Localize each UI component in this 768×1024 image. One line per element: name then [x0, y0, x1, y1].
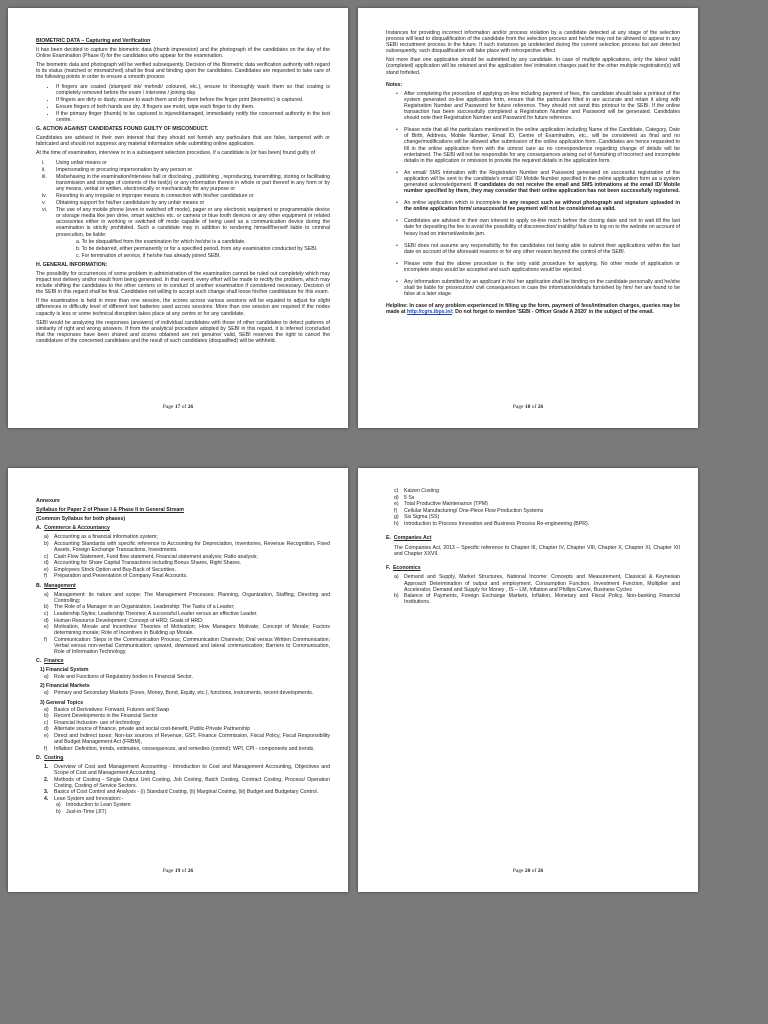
- list-marker: a): [44, 674, 49, 681]
- list-marker: i.: [42, 159, 45, 166]
- financial-markets-list: [36, 690, 330, 696]
- list-text: Basics of Derivatives: Forward, Futures and Swap: [54, 706, 170, 713]
- list-item: [44, 796, 330, 815]
- list-item: b. To be debarred, either permanently or for a specified period, from any examination conducted by SEBI.: [76, 245, 318, 252]
- list-text: The Role of a Manager in an Organization. Leadership: The Tasks of a Leader;: [54, 604, 235, 611]
- page-total: 26: [537, 404, 544, 410]
- section-label: E.: [386, 535, 391, 542]
- list-item: [44, 567, 330, 573]
- list-text: Impersonating or procuring impersonation by any person or: [56, 166, 193, 173]
- page-prefix: Page: [512, 404, 525, 410]
- list-item: [44, 618, 330, 624]
- list-item: [44, 690, 330, 696]
- section-label: B.: [36, 582, 42, 589]
- list-marker: v.: [42, 200, 46, 207]
- list-text: Overview of Cost and Management Accounting - Introduction to Cost and Management Accounting, Objectives and Scope of Cost and Management Accounting.: [54, 763, 330, 776]
- list-marker: b): [394, 593, 399, 600]
- list-text: Communication: Steps in the Communication Process; Communication Channels; Oral versus Written Communication; Verbal versus non-verbal Communication; upward, downward and lateral communication; Barriers to Communication, Role of Information Technology.: [54, 636, 330, 655]
- list-item: • Please note that all the particulars mentioned in the online application including Name of the Candidate, Category, Date of Birth, Address, Mobile Number, Email ID, Centre of Examination, etc., will be considered as final and no change/modifications will be allowed after submission of the online application form. Candidates are hence requested to fill in the online application form with the utmost care as no correspondence regarding change of details will be entertained. The SEBI will not be responsible for any consequences arising out of furnishing of incorrect and incomplete details in the application or omission to provide the required details in the application form.: [396, 127, 680, 164]
- section-heading-commerce: [36, 525, 330, 531]
- list-marker: g): [394, 514, 399, 521]
- lean-continued-list: [386, 488, 680, 527]
- list-marker: ii.: [42, 166, 46, 173]
- note-text: An email/ SMS intimation with the Registration Number and Password generated on successful registration of the application will be sent to the candidate's email ID/ Mobile Number specified in the online application form as a system generated acknowledgement.: [404, 169, 680, 188]
- list-text: Six Sigma (SS): [404, 514, 440, 521]
- list-text: Inflation: Definition, trends, estimates, consequences, and remedies (control): WPI, CPI - components and trends.: [54, 745, 315, 752]
- list-item: [394, 488, 680, 494]
- list-item: [44, 541, 330, 553]
- list-marker: c): [44, 610, 49, 617]
- list-text: Recent Developments in the Financial Sector: [54, 713, 158, 720]
- list-text: Motivation, Morale and Incentives: Theories of Motivation; How Managers Motivate; Concept of Morale; Factors determining morale; Role of Incentives in Building up Morale.: [54, 624, 330, 637]
- page-prefix: Page: [162, 868, 175, 874]
- list-marker: 1.: [44, 763, 49, 770]
- list-marker: a): [44, 706, 49, 713]
- section-heading-finance: [36, 658, 330, 664]
- page-current: 17: [174, 404, 181, 410]
- section-title: Economics: [392, 565, 421, 572]
- section-heading-biometric: BIOMETRIC DATA – Capturing and Verification: [36, 38, 151, 44]
- list-item: [396, 170, 680, 194]
- list-item: • If the primary finger (thumb) to be captured is injured/damaged, immediately notify the concerned authority in the test centre.: [56, 111, 330, 123]
- list-text: Cash Flow Statement, Fund flow statement, Financial statement analysis; Ratio analysis;: [54, 553, 258, 560]
- list-item: [394, 514, 680, 520]
- section-heading-misconduct: G. ACTION AGAINST CANDIDATES FOUND GUILTY OF MISCONDUCT.: [36, 126, 209, 133]
- list-text: Leadership Styles; Leadership Theories; A successful Leader versus an effective Leader.: [54, 610, 258, 617]
- document-page-19: [8, 468, 348, 892]
- page-current: 18: [524, 404, 531, 410]
- section-heading-general-info: H. GENERAL INFORMATION:: [36, 261, 108, 268]
- list-marker: a): [44, 690, 49, 697]
- list-item: [44, 611, 330, 617]
- list-item: a. To be disqualified from the examination for which he/she is a candidate.: [76, 238, 246, 245]
- helpline-link[interactable]: http://cgrs.ibps.in/: [407, 309, 453, 316]
- notes-heading: Notes:: [386, 81, 403, 88]
- list-text: Misbehaving in the examination/interview hall or disclosing , publishing , reproducing, transmitting, storing or facilitating transmission and storage of contents of the test(s) or any information therein in whole or part thereof in any form or by any means, verbal or written, electronically or mechanically for any purpose or: [56, 173, 330, 192]
- paragraph: The Companies Act, 2013 – Specific reference to Chapter III, Chapter IV, Chapter VIII, Chapter X, Chapter XI, Chapter XII and Chapter XXVII.: [394, 545, 680, 558]
- page-number: [358, 868, 698, 874]
- section-title: Finance: [44, 658, 64, 665]
- list-item: [56, 802, 330, 808]
- page-current: 20: [524, 868, 531, 874]
- page-content: [386, 30, 680, 398]
- list-marker: a): [56, 801, 61, 808]
- paragraph: Candidates are advised in their own interest that they should not furnish any particulars that are false, tampered with or fabricated and should not suppress any material information while submitting online application.: [36, 135, 330, 148]
- list-item: [44, 746, 330, 752]
- list-marker: f): [394, 507, 398, 514]
- section-title: Costing: [44, 754, 64, 761]
- list-item: [44, 789, 330, 795]
- helpline-prefix: Helpline: In case of any problem experienced in filling up the form, payment of fees/intimation charges, queries may be made at: [386, 303, 680, 316]
- section-title: Management: [44, 582, 76, 589]
- costing-list: [36, 764, 330, 815]
- list-text: Financial Inclusion- use of technology: [54, 719, 141, 726]
- section-label: D.: [36, 754, 42, 761]
- document-page-18: [358, 8, 698, 428]
- note-bold-text: If candidates do not receive the email and SMS intimations at the email ID/ Mobile number specified by them, they may consider that their online application has not been successfully registered.: [404, 181, 680, 195]
- list-item: [36, 174, 330, 192]
- list-text: Just-in-Time (JIT): [66, 808, 107, 815]
- subsection-heading: 2) Financial Markets: [40, 683, 90, 690]
- page-total: 26: [537, 868, 544, 874]
- section-heading-companies-act: [386, 535, 680, 541]
- list-text: Obtaining support for his/her candidature by any unfair means or: [56, 200, 205, 207]
- list-item: [44, 604, 330, 610]
- lean-sublist: [54, 802, 330, 815]
- list-marker: c): [44, 719, 49, 726]
- paragraph: The biometric data and photograph will be verified subsequently. Decision of the Biometric data verification authority with regard to its status (matched or mismatched) shall be final and binding upon the candidates. Candidates are requested to take care of the following points in order to ensure a smooth process: [36, 62, 330, 81]
- list-text: Accounting Standards with specific reference to Accounting for Depreciation, Inventories, Revenue Recognition, Fixed Assets, Foreign Exchange Transactions, Investments.: [54, 540, 330, 554]
- list-text: Introduction to Process Innovation and Business Process Re-engineering (BPR).: [404, 520, 590, 527]
- list-text: Cellular Manufacturing/ One-Piece Flow Production Systems: [404, 507, 544, 514]
- page-content: [36, 38, 330, 398]
- paragraph: Instances for providing incorrect information and/or process violation by a candidate detected at any stage of the selection process will lead to disqualification of the candidate from the selection process and he/she may not be allowed to appear in any SEBI recruitment process in the future. If such instances go undetected during the current selection process but are detected subsequently, such disqualification will take place with retrospective effect.: [386, 30, 680, 55]
- page-number: [358, 404, 698, 410]
- list-text: Accounting for Share Capital Transactions including Bonus Shares, Right Shares.: [54, 560, 242, 567]
- list-text: Kaizen Costing: [404, 488, 439, 494]
- list-marker: b): [56, 808, 61, 815]
- section-heading-economics: [386, 565, 680, 571]
- list-item: [36, 207, 330, 259]
- list-item: [36, 167, 330, 173]
- annexure-title: Annexure: [36, 498, 60, 504]
- list-text: Role and Functions of Regulatory bodies in Financial Sector.: [54, 674, 193, 681]
- paragraph: The possibility for occurrences of some problem in administration of the examination cannot be ruled out completely which may impact test delivery and/or result from being generated. In that event, every effort will be made to rectify the problem, which may include shifting the candidates to the other centers or to conduct of another examination if considered necessary. Decision of the SEBI in this regard shall be final. Candidates not willing to accept such change shall loose his/her candidature for this exam.: [36, 271, 330, 296]
- list-marker: b): [44, 713, 49, 720]
- list-marker: e): [44, 733, 49, 739]
- list-marker: a): [394, 574, 399, 581]
- section-title: Companies Act: [393, 535, 432, 542]
- note-text: An online application which is incomplete: [404, 200, 503, 207]
- list-text: Basics of Cost Control and Analysis - (i) Standard Costing, (ii) Marginal Costing, (iii) Budget and Budgetary Control.: [54, 789, 319, 796]
- list-marker: e): [44, 624, 49, 631]
- list-item: [36, 200, 330, 206]
- list-marker: c): [394, 488, 399, 494]
- list-text: Management: its nature and scope; The Management Processes; Planning, Organization, Staffing, Directing and Controlling;: [54, 591, 330, 604]
- list-marker: b): [44, 540, 49, 547]
- list-text: Primary and Secondary Markets (Forex, Money, Bond, Equity, etc.), functions, instruments, recent developments.: [54, 690, 314, 697]
- management-list: [36, 592, 330, 655]
- list-item: [44, 764, 330, 776]
- subsection-heading: 3) General Topics: [40, 699, 84, 706]
- list-text: Using unfair means or: [56, 159, 107, 166]
- page-of: of: [180, 404, 188, 410]
- list-text: 5 Ss: [404, 494, 415, 501]
- paragraph: At the time of examination, interview or in a subsequent selection procedure, if a candidate is (or has been) found guilty of: [36, 150, 316, 157]
- list-item: c. For termination of service, if he/she has already joined SEBI.: [76, 252, 221, 259]
- list-item: • Please note that the above procedure is the only valid procedure for applying. No other mode of application or incomplete steps would be accepted and such applications would be rejected.: [396, 261, 680, 273]
- list-item: • If fingers are dirty or dusty, ensure to wash them and dry them before the finger print (biometric) is captured.: [56, 97, 330, 103]
- list-item: [36, 193, 330, 199]
- list-marker: d): [44, 726, 49, 733]
- list-item: [44, 534, 330, 540]
- section-heading-costing: [36, 755, 330, 761]
- list-item: [44, 674, 330, 680]
- page-of: of: [180, 868, 188, 874]
- page-current: 19: [174, 868, 181, 874]
- paragraph: Not more than one application should be submitted by any candidate. In case of multiple applications, only the latest valid (completed) application will be retained and the application fee/ intimation charges paid for the other multiple registration(s) will stand forfeited.: [386, 57, 680, 76]
- misconduct-list: [36, 160, 330, 259]
- list-marker: a): [44, 534, 49, 541]
- page-of: of: [530, 868, 538, 874]
- page-total: 26: [187, 404, 194, 410]
- list-item: [394, 521, 680, 527]
- list-item: [44, 726, 330, 732]
- list-text: Alternate source of finance, private and social cost-benefit, Public-Private Partnership: [54, 726, 251, 733]
- biometric-bullet-list: [36, 84, 330, 124]
- list-marker: f): [44, 573, 48, 580]
- paragraph: It has been decided to capture the biometric data (thumb impression) and the photograph of the candidates on the day of the Online Examination (Phase II) for the candidates who appear for the examination.: [36, 47, 330, 60]
- note-bold-text: in any respect such as without photograph and signature uploaded in the online application form/ unsuccessful fee payment will not be considered as valid.: [404, 200, 680, 213]
- list-item: [394, 593, 680, 605]
- page-total: 26: [187, 868, 194, 874]
- list-marker: c): [44, 553, 49, 560]
- list-text: The use of any mobile phone (even in switched off mode), pager or any electronic equipment or programmable device or storage media like pen drive, smart watches etc. or camera or blue tooth devices or any other equipment or related accessories either in working or switched off mode capable of being used as a communication device during the examination is strictly prohibited. Such a candidate may in addition to rendering himself/herself liable to criminal prosecution, be liable:: [56, 207, 330, 238]
- document-page-17: [8, 8, 348, 428]
- list-item: [396, 200, 680, 212]
- list-text: Direct and Indirect taxes; Non-tax sources of Revenue, GST, Finance Commission, Fiscal Policy, Fiscal Responsibility and Budget Management Act (FRBM),: [54, 733, 330, 746]
- list-text: Accounting as a financial information system;: [54, 534, 158, 541]
- list-item: [394, 574, 680, 592]
- list-item: [44, 733, 330, 745]
- list-marker: 2.: [44, 776, 49, 783]
- financial-system-list: [36, 674, 330, 680]
- list-item: [44, 624, 330, 636]
- list-text: Human Resource Development: Concept of HRD; Goals of HRD;: [54, 617, 204, 624]
- list-marker: d): [44, 617, 49, 624]
- list-text: Lean System and Innovation:-: [54, 795, 123, 802]
- page-prefix: Page: [512, 868, 525, 874]
- section-heading-management: [36, 583, 330, 589]
- helpline-suffix: ; Do not forget to mention 'SEBI - Officer Grade A 2020' in the subject of the email.: [452, 309, 654, 316]
- list-text: Methods of Costing - Single Output Unit Costing, Job Costing, Batch Costing, Contract Costing, Process/ Operation Costing, Costing of Service Sectors.: [54, 776, 330, 789]
- list-marker: f): [44, 636, 48, 643]
- list-text: Resorting to any irregular or improper means in connection with his/her candidature or: [56, 192, 254, 199]
- list-item: • After completing the procedure of applying on-line including payment of fees, the candidate should take a printout of the system generated on-line application form, ensure that the particulars filled in are accurate and retain it along with Registration Number and Password for future reference. They should not send this printout to the SEBI. If the online transaction has been successfully completed a Registration Number and Password will be generated. Candidates should note their Registration Number and Password for future reference.: [396, 91, 680, 121]
- list-marker: d): [44, 560, 49, 567]
- penalty-sublist: [56, 239, 330, 259]
- list-item: [44, 637, 330, 655]
- syllabus-title: Syllabus for Paper 2 of Phase I & Phase II in General Stream: [36, 507, 184, 514]
- list-marker: d): [394, 494, 399, 501]
- paragraph: SEBI would be analyzing the responses (answers) of individual candidates with those of other candidates to detect patterns of similarity of right and wrong answers. If from the analytical procedure adopted by SEBI in this regard, it is inferred /concluded that the responses have been shared and scores obtained are not genuine/ valid, SEBI reserves the right to cancel the candidature of the concerned candidates and the result of such candidates (disqualified) will be withheld.: [36, 319, 330, 344]
- list-item: [394, 495, 680, 501]
- list-item: • Any information submitted by an applicant in his/ her application shall be binding on the candidate personally and he/she shall be liable for prosecution/ civil consequences in case the information/details furnished by him/ her are found to be false at a later stage.: [396, 279, 680, 297]
- list-marker: a): [44, 591, 49, 598]
- list-marker: e): [44, 566, 49, 573]
- list-item: [44, 554, 330, 560]
- list-item: [394, 501, 680, 507]
- page-of: of: [530, 404, 538, 410]
- list-item: [56, 809, 330, 815]
- subsection-heading: 1) Financial System: [40, 667, 89, 674]
- list-item: [44, 560, 330, 566]
- page-content: [386, 488, 680, 862]
- list-item: [44, 573, 330, 579]
- section-label: F.: [386, 565, 391, 572]
- economics-list: [386, 574, 680, 605]
- list-item: • If fingers are coated (stamped ink/ mehndi/ coloured, etc.), ensure to thoroughly wash them so that coating is completely removed before the exam / interview / joining day.: [56, 84, 330, 96]
- list-item: • Candidates are advised in their own interest to apply on-line much before the closing date and not to wait till the last date for depositing the fee to avoid the possibility of disconnection/ inability/ failure to log on to the website on account of heavy load on internet/website jam.: [396, 218, 680, 236]
- page-number: [8, 404, 348, 410]
- list-marker: f): [44, 745, 48, 752]
- document-page-20: [358, 468, 698, 892]
- list-text: Introduction to Lean System: [66, 801, 131, 808]
- section-label: C.: [36, 658, 42, 665]
- list-text: Preparation and Presentation of Company Final Accounts.: [54, 573, 188, 580]
- list-marker: b): [44, 604, 49, 611]
- list-item: [44, 713, 330, 719]
- list-text: Employees Stock Option and Buy-Back of Securities.: [54, 566, 176, 573]
- list-item: • Ensure fingers of both hands are dry. If fingers are moist, wipe each finger to dry them.: [56, 104, 330, 110]
- section-label: A.: [36, 525, 42, 532]
- list-text: Total Productive Maintenance (TPM): [404, 501, 488, 508]
- list-marker: h): [394, 520, 399, 527]
- helpline-text: [386, 303, 680, 315]
- list-text: Demand and Supply, Market Structures, National Income: Concepts and Measurement, Classical & Keynesian Approach Determination of output and employment, Consumption Function, Investment Function, Multiplier and Accelerator, Demand and Supply for Money , IS – LM, Inflation and Phillips Curve, Business Cycles: [404, 574, 680, 593]
- syllabus-subtitle: (Common Syllabus for both phases): [36, 516, 126, 523]
- list-marker: iv.: [42, 192, 47, 199]
- list-item: [44, 592, 330, 604]
- notes-list: [386, 91, 680, 298]
- list-item: [44, 720, 330, 726]
- list-item: [36, 160, 330, 166]
- list-marker: vi.: [42, 207, 48, 214]
- list-text: Balance of Payments, Foreign Exchange Markets, Inflation, Monetary and Fiscal Policy, Non-banking Financial Institutions.: [404, 593, 680, 606]
- list-marker: e): [394, 501, 399, 508]
- general-topics-list: [36, 707, 330, 752]
- list-item: [394, 508, 680, 514]
- list-item: [44, 777, 330, 789]
- list-marker: 3.: [44, 789, 49, 796]
- page-prefix: Page: [162, 404, 175, 410]
- list-item: [44, 707, 330, 713]
- commerce-list: [36, 534, 330, 579]
- section-title: Commerce & Accountancy: [44, 525, 110, 532]
- page-number: [8, 868, 348, 874]
- list-marker: 4.: [44, 795, 49, 802]
- page-content: [36, 498, 330, 862]
- paragraph: If the examination is held in more than one session, the scores across various sessions will be equated to adjust for slight differences in difficulty level of different test batteries used across sessions. More than one session are required if the nodes capacity is less or some technical disruption takes place at any centre or for any candidate.: [36, 298, 330, 317]
- list-marker: iii.: [42, 173, 47, 180]
- list-item: • SEBI does not assume any responsibility for the candidates not being able to submit their applications within the last date on account of the aforesaid reasons or for any other reason beyond the control of the SEBI.: [396, 243, 680, 255]
